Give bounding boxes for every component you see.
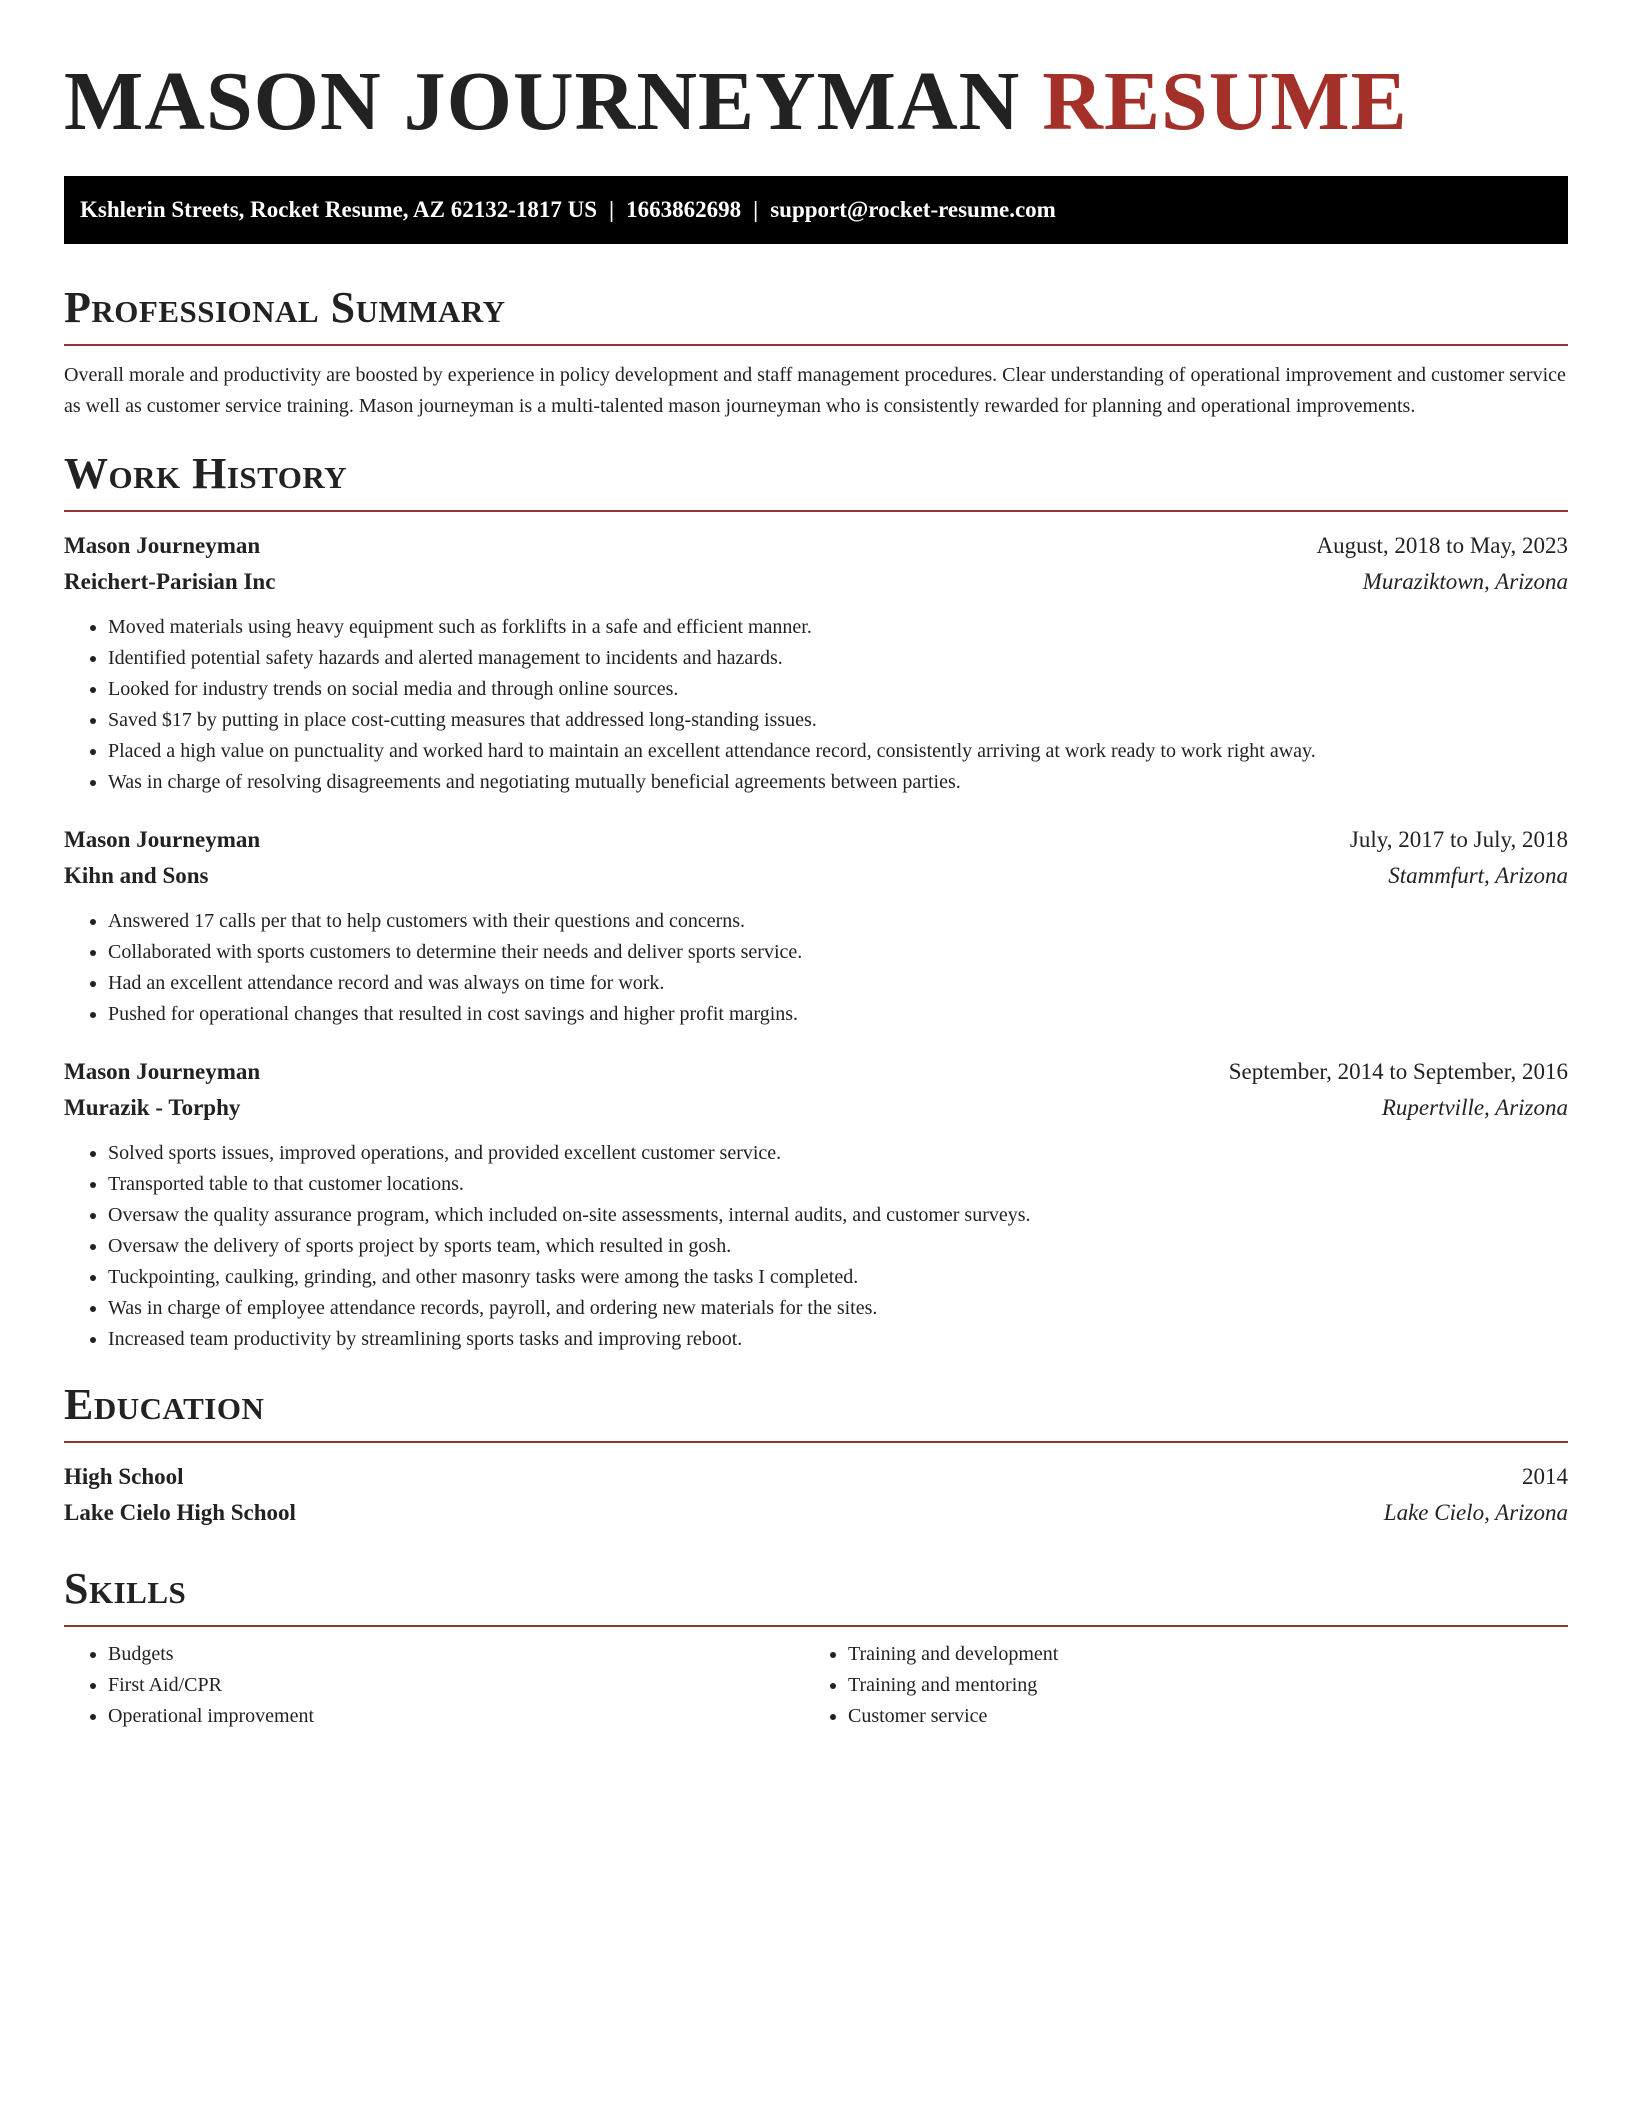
contact-separator: | [753, 197, 759, 222]
work-history-section [64, 446, 1568, 1355]
job-position: Mason Journeyman [64, 827, 261, 852]
job-location: Rupertville, Arizona [1381, 1095, 1568, 1120]
section-divider [64, 510, 1568, 512]
candidate-name: MASON JOURNEYMAN [64, 55, 1021, 148]
job-bullets [64, 906, 1568, 1030]
job-company: Reichert-Parisian Inc [64, 569, 276, 594]
job-dates: September, 2014 to September, 2016 [1228, 1059, 1568, 1084]
skill-item: • Budgets [108, 1639, 804, 1670]
skill-item: • Customer service [848, 1701, 1544, 1732]
skills-column-right [804, 1639, 1544, 1732]
resume-page [64, 0, 1568, 1732]
summary-section [64, 280, 1568, 422]
resume-word: RESUME [1042, 55, 1408, 148]
list-item: • Collaborated with sports customers to determine their needs and deliver sports service. [108, 937, 1568, 968]
section-title: Skills [64, 1564, 187, 1613]
skill-item: • Operational improvement [108, 1701, 804, 1732]
list-item: • Was in charge of resolving disagreements and negotiating mutually beneficial agreements between parties. [108, 767, 1568, 798]
list-item: • Had an excellent attendance record and was always on time for work. [108, 968, 1568, 999]
list-item: • Oversaw the quality assurance program, which included on-site assessments, internal audits, and customer surveys. [108, 1200, 1568, 1231]
skills-column-left [64, 1639, 804, 1732]
contact-email[interactable]: support@rocket-resume.com [770, 197, 1056, 222]
job-location: Stammfurt, Arizona [1388, 863, 1568, 888]
education-section [64, 1377, 1568, 1531]
job-company: Murazik - Torphy [64, 1095, 241, 1120]
education-location: Lake Cielo, Arizona [1383, 1500, 1568, 1525]
section-divider [64, 344, 1568, 346]
list-item: • Moved materials using heavy equipment such as forklifts in a safe and efficient manner. [108, 612, 1568, 643]
list-item: • Placed a high value on punctuality and worked hard to maintain an excellent attendance record, consistently arriving at work ready to work right away. [108, 736, 1568, 767]
contact-address: Kshlerin Streets, Rocket Resume, AZ 62132-1817 US [80, 197, 598, 222]
list-item: • Identified potential safety hazards and alerted management to incidents and hazards. [108, 643, 1568, 674]
list-item: • Oversaw the delivery of sports project by sports team, which resulted in gosh. [108, 1231, 1568, 1262]
contact-phone[interactable]: 1663862698 [626, 197, 742, 222]
job-entry [64, 1054, 1568, 1355]
summary-text: Overall morale and productivity are boosted by experience in policy development and staff management procedures. Clear understanding of operational improvement and customer service as well as customer service training. Mason journeyman is a multi-talented mason journeyman who is consistently rewarded for planning and operational improvements. [64, 364, 1566, 417]
section-divider [64, 1441, 1568, 1443]
job-entry [64, 822, 1568, 1030]
education-year: 2014 [1522, 1464, 1568, 1489]
job-entry [64, 528, 1568, 798]
skill-item: • Training and mentoring [848, 1670, 1544, 1701]
list-item: • Increased team productivity by streamlining sports tasks and improving reboot. [108, 1324, 1568, 1355]
education-degree: High School [64, 1464, 184, 1489]
list-item: • Pushed for operational changes that resulted in cost savings and higher profit margins. [108, 999, 1568, 1030]
section-title: Education [64, 1380, 265, 1429]
section-title: Professional Summary [64, 283, 506, 332]
list-item: • Solved sports issues, improved operations, and provided excellent customer service. [108, 1138, 1568, 1169]
list-item: • Tuckpointing, caulking, grinding, and other masonry tasks were among the tasks I completed. [108, 1262, 1568, 1293]
list-item: • Transported table to that customer locations. [108, 1169, 1568, 1200]
list-item: • Saved $17 by putting in place cost-cutting measures that addressed long-standing issues. [108, 705, 1568, 736]
job-location: Muraziktown, Arizona [1362, 569, 1568, 594]
education-school: Lake Cielo High School [64, 1500, 296, 1525]
list-item: • Answered 17 calls per that to help customers with their questions and concerns. [108, 906, 1568, 937]
job-dates: July, 2017 to July, 2018 [1349, 827, 1568, 852]
job-position: Mason Journeyman [64, 533, 261, 558]
section-divider [64, 1625, 1568, 1627]
section-title: Work History [64, 449, 348, 498]
list-item: • Looked for industry trends on social media and through online sources. [108, 674, 1568, 705]
contact-separator: | [609, 197, 615, 222]
job-dates: August, 2018 to May, 2023 [1316, 533, 1568, 558]
skill-item: • First Aid/CPR [108, 1670, 804, 1701]
skill-item: • Training and development [848, 1639, 1544, 1670]
resume-title [64, 0, 1568, 152]
contact-bar [64, 176, 1568, 244]
skills-section [64, 1561, 1568, 1732]
skills-list [64, 1639, 1568, 1732]
job-company: Kihn and Sons [64, 863, 209, 888]
job-position: Mason Journeyman [64, 1059, 261, 1084]
job-bullets [64, 1138, 1568, 1355]
job-bullets [64, 612, 1568, 798]
list-item: • Was in charge of employee attendance records, payroll, and ordering new materials for the sites. [108, 1293, 1568, 1324]
